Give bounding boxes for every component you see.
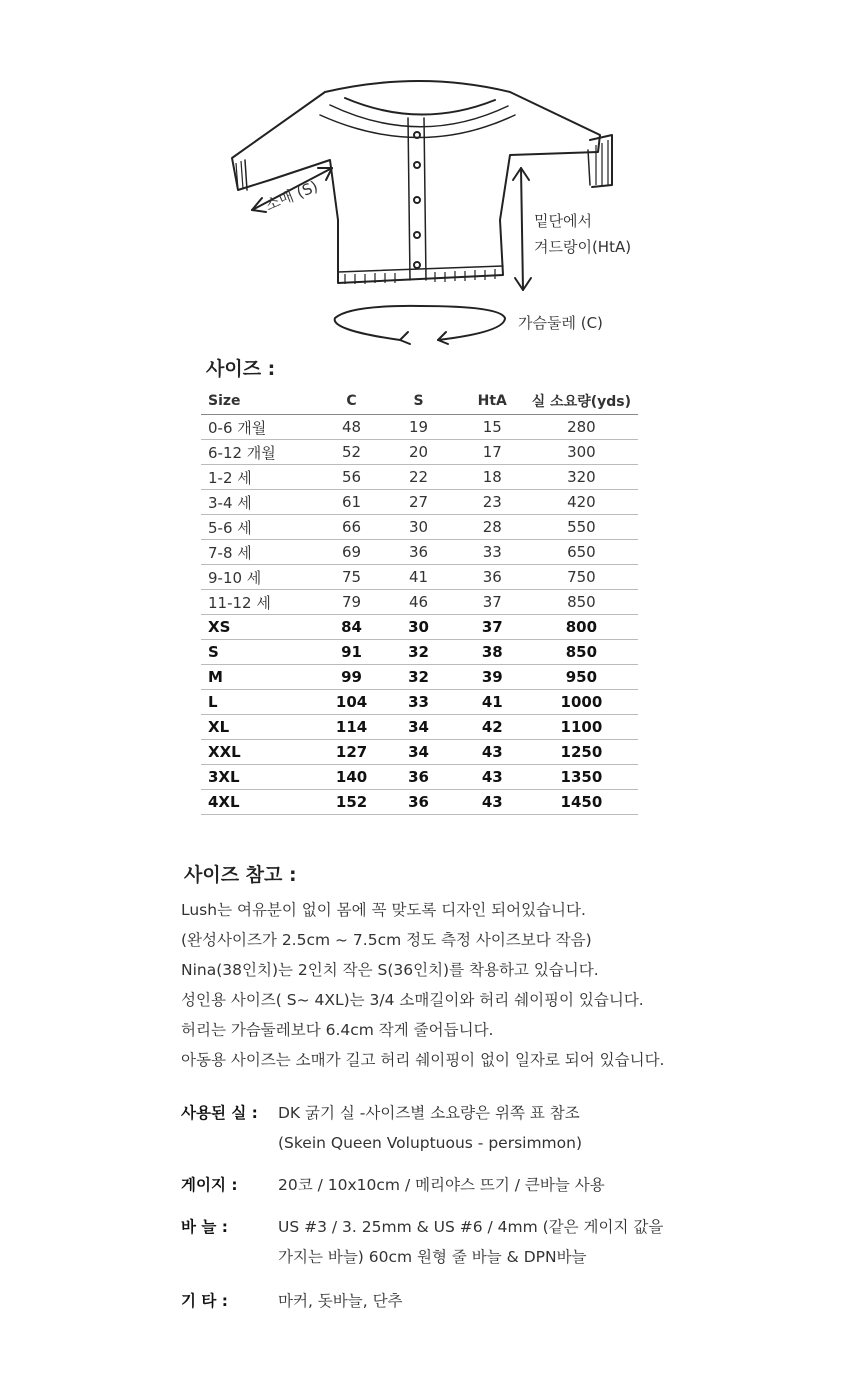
table-cell-size: 6-12 개월 <box>201 440 326 465</box>
hta-label-line1: 밑단에서 <box>534 212 592 230</box>
table-cell-c: 75 <box>326 565 377 590</box>
table-cell-yds: 1350 <box>525 765 638 790</box>
table-cell-c: 56 <box>326 465 377 490</box>
table-cell-hta: 42 <box>460 715 525 740</box>
column-header: HtA <box>460 388 525 415</box>
yarn-value <box>278 1098 582 1158</box>
table-cell-c: 66 <box>326 515 377 540</box>
table-cell-c: 91 <box>326 640 377 665</box>
gauge-value <box>278 1170 605 1200</box>
table-cell-hta: 43 <box>460 740 525 765</box>
yarn-key: 사용된 실 : <box>181 1104 258 1122</box>
table-cell-size: S <box>201 640 326 665</box>
table-cell-hta: 28 <box>460 515 525 540</box>
table-cell-hta: 43 <box>460 790 525 815</box>
table-cell-yds: 1450 <box>525 790 638 815</box>
table-cell-s: 32 <box>377 665 459 690</box>
yarn-line1: DK 굵기 실 -사이즈별 소요량은 위쪽 표 참조 <box>278 1104 580 1122</box>
yarn-line2: (Skein Queen Voluptuous - persimmon) <box>278 1134 583 1152</box>
table-cell-yds: 850 <box>525 590 638 615</box>
table-row <box>201 440 638 465</box>
table-cell-size: L <box>201 690 326 715</box>
table-cell-yds: 1250 <box>525 740 638 765</box>
table-cell-s: 33 <box>377 690 459 715</box>
sleeve-label: 소매 (S) <box>262 177 321 215</box>
table-cell-size: 3XL <box>201 765 326 790</box>
table-row <box>201 690 638 715</box>
table-cell-c: 99 <box>326 665 377 690</box>
table-row <box>201 715 638 740</box>
table-row <box>201 665 638 690</box>
table-cell-c: 52 <box>326 440 377 465</box>
table-cell-s: 32 <box>377 640 459 665</box>
table-cell-hta: 18 <box>460 465 525 490</box>
table-cell-s: 19 <box>377 415 459 440</box>
table-row <box>201 490 638 515</box>
table-cell-size: M <box>201 665 326 690</box>
needles-value <box>278 1212 663 1272</box>
table-cell-s: 36 <box>377 540 459 565</box>
table-cell-hta: 41 <box>460 690 525 715</box>
needles-key: 바 늘 : <box>181 1218 228 1236</box>
table-cell-yds: 320 <box>525 465 638 490</box>
table-row <box>201 615 638 640</box>
table-cell-yds: 420 <box>525 490 638 515</box>
table-row <box>201 415 638 440</box>
table-row <box>201 590 638 615</box>
table-row <box>201 740 638 765</box>
table-cell-s: 30 <box>377 515 459 540</box>
table-cell-yds: 280 <box>525 415 638 440</box>
needles-line2: 가지는 바늘) 60cm 원형 줄 바늘 & DPN바늘 <box>278 1248 587 1266</box>
size-table <box>201 388 638 815</box>
table-cell-c: 84 <box>326 615 377 640</box>
table-cell-yds: 850 <box>525 640 638 665</box>
table-cell-s: 41 <box>377 565 459 590</box>
table-cell-s: 22 <box>377 465 459 490</box>
table-cell-c: 48 <box>326 415 377 440</box>
note-line: Nina(38인치)는 2인치 작은 S(36인치)를 착용하고 있습니다. <box>181 961 599 979</box>
size-table-header <box>201 388 638 415</box>
table-row <box>201 565 638 590</box>
table-cell-hta: 39 <box>460 665 525 690</box>
column-header: S <box>377 388 459 415</box>
table-cell-c: 127 <box>326 740 377 765</box>
table-cell-yds: 300 <box>525 440 638 465</box>
table-cell-yds: 1000 <box>525 690 638 715</box>
notes-list <box>181 895 665 1075</box>
table-cell-hta: 43 <box>460 765 525 790</box>
table-cell-c: 140 <box>326 765 377 790</box>
column-header: 실 소요량(yds) <box>525 388 638 415</box>
table-cell-size: 11-12 세 <box>201 590 326 615</box>
note-line: 성인용 사이즈( S~ 4XL)는 3/4 소매길이와 허리 쉐이핑이 있습니다. <box>181 991 644 1009</box>
note-line: Lush는 여유분이 없이 몸에 꼭 맞도록 디자인 되어있습니다. <box>181 901 586 919</box>
other-key: 기 타 : <box>181 1292 228 1310</box>
column-header: C <box>326 388 377 415</box>
table-cell-size: XS <box>201 615 326 640</box>
table-cell-c: 104 <box>326 690 377 715</box>
table-cell-size: 0-6 개월 <box>201 415 326 440</box>
table-cell-hta: 36 <box>460 565 525 590</box>
table-cell-s: 34 <box>377 715 459 740</box>
table-cell-size: 7-8 세 <box>201 540 326 565</box>
table-cell-hta: 15 <box>460 415 525 440</box>
table-cell-c: 69 <box>326 540 377 565</box>
table-cell-size: XXL <box>201 740 326 765</box>
gauge-line1: 20코 / 10x10cm / 메리야스 뜨기 / 큰바늘 사용 <box>278 1176 605 1194</box>
note-line: 아동용 사이즈는 소매가 길고 허리 쉐이핑이 없이 일자로 되어 있습니다. <box>181 1051 665 1069</box>
table-cell-yds: 950 <box>525 665 638 690</box>
table-cell-s: 27 <box>377 490 459 515</box>
needles-line1: US #3 / 3. 25mm & US #6 / 4mm (같은 게이지 값을 <box>278 1218 664 1236</box>
table-cell-hta: 38 <box>460 640 525 665</box>
table-cell-c: 114 <box>326 715 377 740</box>
hta-label-line2: 겨드랑이(HtA) <box>534 238 632 256</box>
size-section-title: 사이즈 : <box>206 358 276 380</box>
table-row <box>201 515 638 540</box>
table-cell-hta: 17 <box>460 440 525 465</box>
table-cell-size: XL <box>201 715 326 740</box>
table-row <box>201 790 638 815</box>
table-cell-s: 36 <box>377 765 459 790</box>
table-cell-hta: 37 <box>460 590 525 615</box>
note-line: 허리는 가슴둘레보다 6.4cm 작게 줄어듭니다. <box>181 1021 494 1039</box>
table-cell-size: 5-6 세 <box>201 515 326 540</box>
table-cell-s: 36 <box>377 790 459 815</box>
table-cell-yds: 750 <box>525 565 638 590</box>
table-cell-size: 1-2 세 <box>201 465 326 490</box>
table-row <box>201 640 638 665</box>
table-cell-size: 3-4 세 <box>201 490 326 515</box>
table-cell-s: 46 <box>377 590 459 615</box>
note-line: (완성사이즈가 2.5cm ~ 7.5cm 정도 측정 사이즈보다 작음) <box>181 931 592 949</box>
table-cell-size: 4XL <box>201 790 326 815</box>
table-cell-s: 20 <box>377 440 459 465</box>
cardigan-sketch <box>0 0 860 350</box>
table-row <box>201 765 638 790</box>
table-row <box>201 540 638 565</box>
notes-section-title: 사이즈 참고 : <box>184 864 297 886</box>
table-cell-s: 30 <box>377 615 459 640</box>
table-cell-hta: 23 <box>460 490 525 515</box>
table-cell-c: 152 <box>326 790 377 815</box>
gauge-key: 게이지 : <box>181 1176 238 1194</box>
table-cell-s: 34 <box>377 740 459 765</box>
table-cell-yds: 800 <box>525 615 638 640</box>
table-cell-size: 9-10 세 <box>201 565 326 590</box>
table-cell-hta: 33 <box>460 540 525 565</box>
table-cell-c: 79 <box>326 590 377 615</box>
table-row <box>201 465 638 490</box>
column-header: Size <box>201 388 326 415</box>
table-cell-yds: 1100 <box>525 715 638 740</box>
other-line1: 마커, 돗바늘, 단추 <box>278 1292 403 1310</box>
other-value <box>278 1286 403 1316</box>
table-cell-c: 61 <box>326 490 377 515</box>
table-cell-yds: 650 <box>525 540 638 565</box>
table-cell-hta: 37 <box>460 615 525 640</box>
table-cell-yds: 550 <box>525 515 638 540</box>
chest-label: 가슴둘레 (C) <box>518 314 603 332</box>
